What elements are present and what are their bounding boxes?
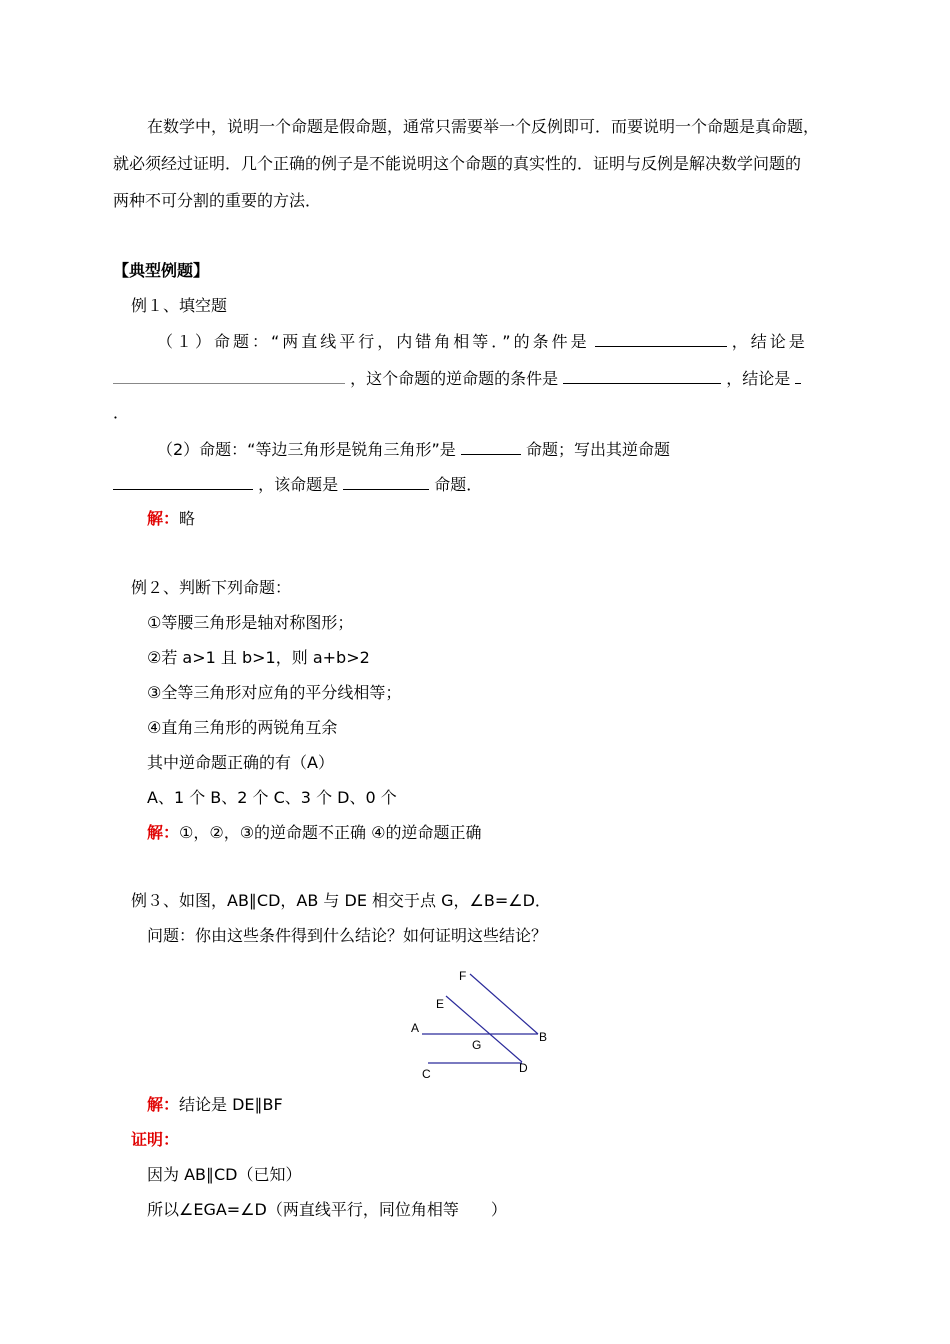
segment-ED xyxy=(446,996,522,1062)
label-B: B xyxy=(539,1030,548,1044)
intro-line-2: 就必须经过证明．几个正确的例子是不能说明这个命题的真实性的．证明与反例是解决数学问题的 xyxy=(113,154,802,173)
label-G: G xyxy=(472,1038,482,1052)
ex1-q2-line1 xyxy=(157,438,670,461)
ex2-item-3: ③全等三角形对应角的平分线相等； xyxy=(147,683,402,702)
ex1-q1-period: ． xyxy=(113,403,130,422)
ex3-question: 问题：你由这些条件得到什么结论？如何证明这些结论？ xyxy=(147,926,548,945)
ex1-q2-line2 xyxy=(113,473,482,496)
ex1-q2-end-b: 命题． xyxy=(434,475,483,494)
label-E: E xyxy=(436,997,445,1011)
ex1-q2-prefix: （2）命题：“等边三角形是锐角三角形”是 xyxy=(157,440,456,459)
ex1-q1-line1 xyxy=(157,330,808,353)
label-C: C xyxy=(422,1067,431,1081)
ex1-q1-end: ，结论是 xyxy=(726,369,791,388)
ex3-solution-text: 结论是 DE∥BF xyxy=(179,1095,283,1114)
ex2-solution xyxy=(147,822,481,844)
ex2-question: 其中逆命题正确的有（A） xyxy=(147,753,334,772)
ex1-q2-blank-converse-truth[interactable] xyxy=(343,473,429,490)
ex1-q1-blank-converse-condition[interactable] xyxy=(563,367,721,384)
intro-line-1: 在数学中，说明一个命题是假命题，通常只需要举一个反例即可．而要说明一个命题是真命题， xyxy=(147,117,820,136)
ex1-solution-text: 略 xyxy=(179,509,196,528)
label-F: F xyxy=(459,969,467,983)
ex3-proof-label: 证明： xyxy=(131,1130,180,1149)
ex1-q1-prefix: （１）命题：“两直线平行，内错角相等．”的条件是 xyxy=(157,332,590,351)
ex3-solution-label: 解： xyxy=(147,1095,180,1114)
ex3-proof-line-2: 所以∠EGA=∠D（两直线平行，同位角相等 ） xyxy=(147,1200,507,1219)
ex1-q2-end-a: ，该命题是 xyxy=(258,475,339,494)
ex1-title: 例１、填空题 xyxy=(131,296,228,315)
ex2-item-1: ①等腰三角形是轴对称图形； xyxy=(147,613,354,632)
ex2-item-4: ④直角三角形的两锐角互余 xyxy=(147,718,338,737)
geometry-figure xyxy=(400,962,560,1084)
intro-line-3: 两种不可分割的重要的方法． xyxy=(113,191,322,210)
ex2-solution-text: ①，②，③的逆命题不正确 ④的逆命题正确 xyxy=(179,823,482,842)
ex2-options: A、1 个 B、2 个 C、3 个 D、0 个 xyxy=(147,788,397,807)
ex1-solution-label: 解： xyxy=(147,509,180,528)
ex2-item-2: ②若 a>1 且 b>1，则 a+b>2 xyxy=(147,648,370,667)
ex1-q1-blank-conclusion[interactable] xyxy=(113,367,345,384)
ex1-q1-mid: ，这个命题的逆命题的条件是 xyxy=(350,369,559,388)
ex3-solution xyxy=(147,1094,283,1116)
ex2-solution-label: 解： xyxy=(147,823,180,842)
ex3-proof-line-1: 因为 AB∥CD（已知） xyxy=(147,1165,302,1184)
ex1-q1-blank-converse-conclusion[interactable] xyxy=(795,367,801,384)
ex3-title: 例３、如图，AB∥CD，AB 与 DE 相交于点 G，∠B=∠D． xyxy=(131,891,551,910)
ex2-title: 例２、判断下列命题： xyxy=(131,578,292,597)
ex1-q1-line2 xyxy=(113,367,801,390)
section-title: 【典型例题】 xyxy=(113,261,210,280)
ex1-solution xyxy=(147,508,195,530)
ex1-q1-conclusion: ，结论是 xyxy=(731,332,808,351)
ex1-q2-blank-truth[interactable] xyxy=(461,438,521,455)
ex1-q1-blank-condition[interactable] xyxy=(595,330,727,347)
label-D: D xyxy=(519,1061,528,1075)
label-A: A xyxy=(411,1021,420,1035)
ex1-q2-mid: 命题；写出其逆命题 xyxy=(525,440,670,459)
ex1-q2-blank-converse[interactable] xyxy=(113,473,253,490)
